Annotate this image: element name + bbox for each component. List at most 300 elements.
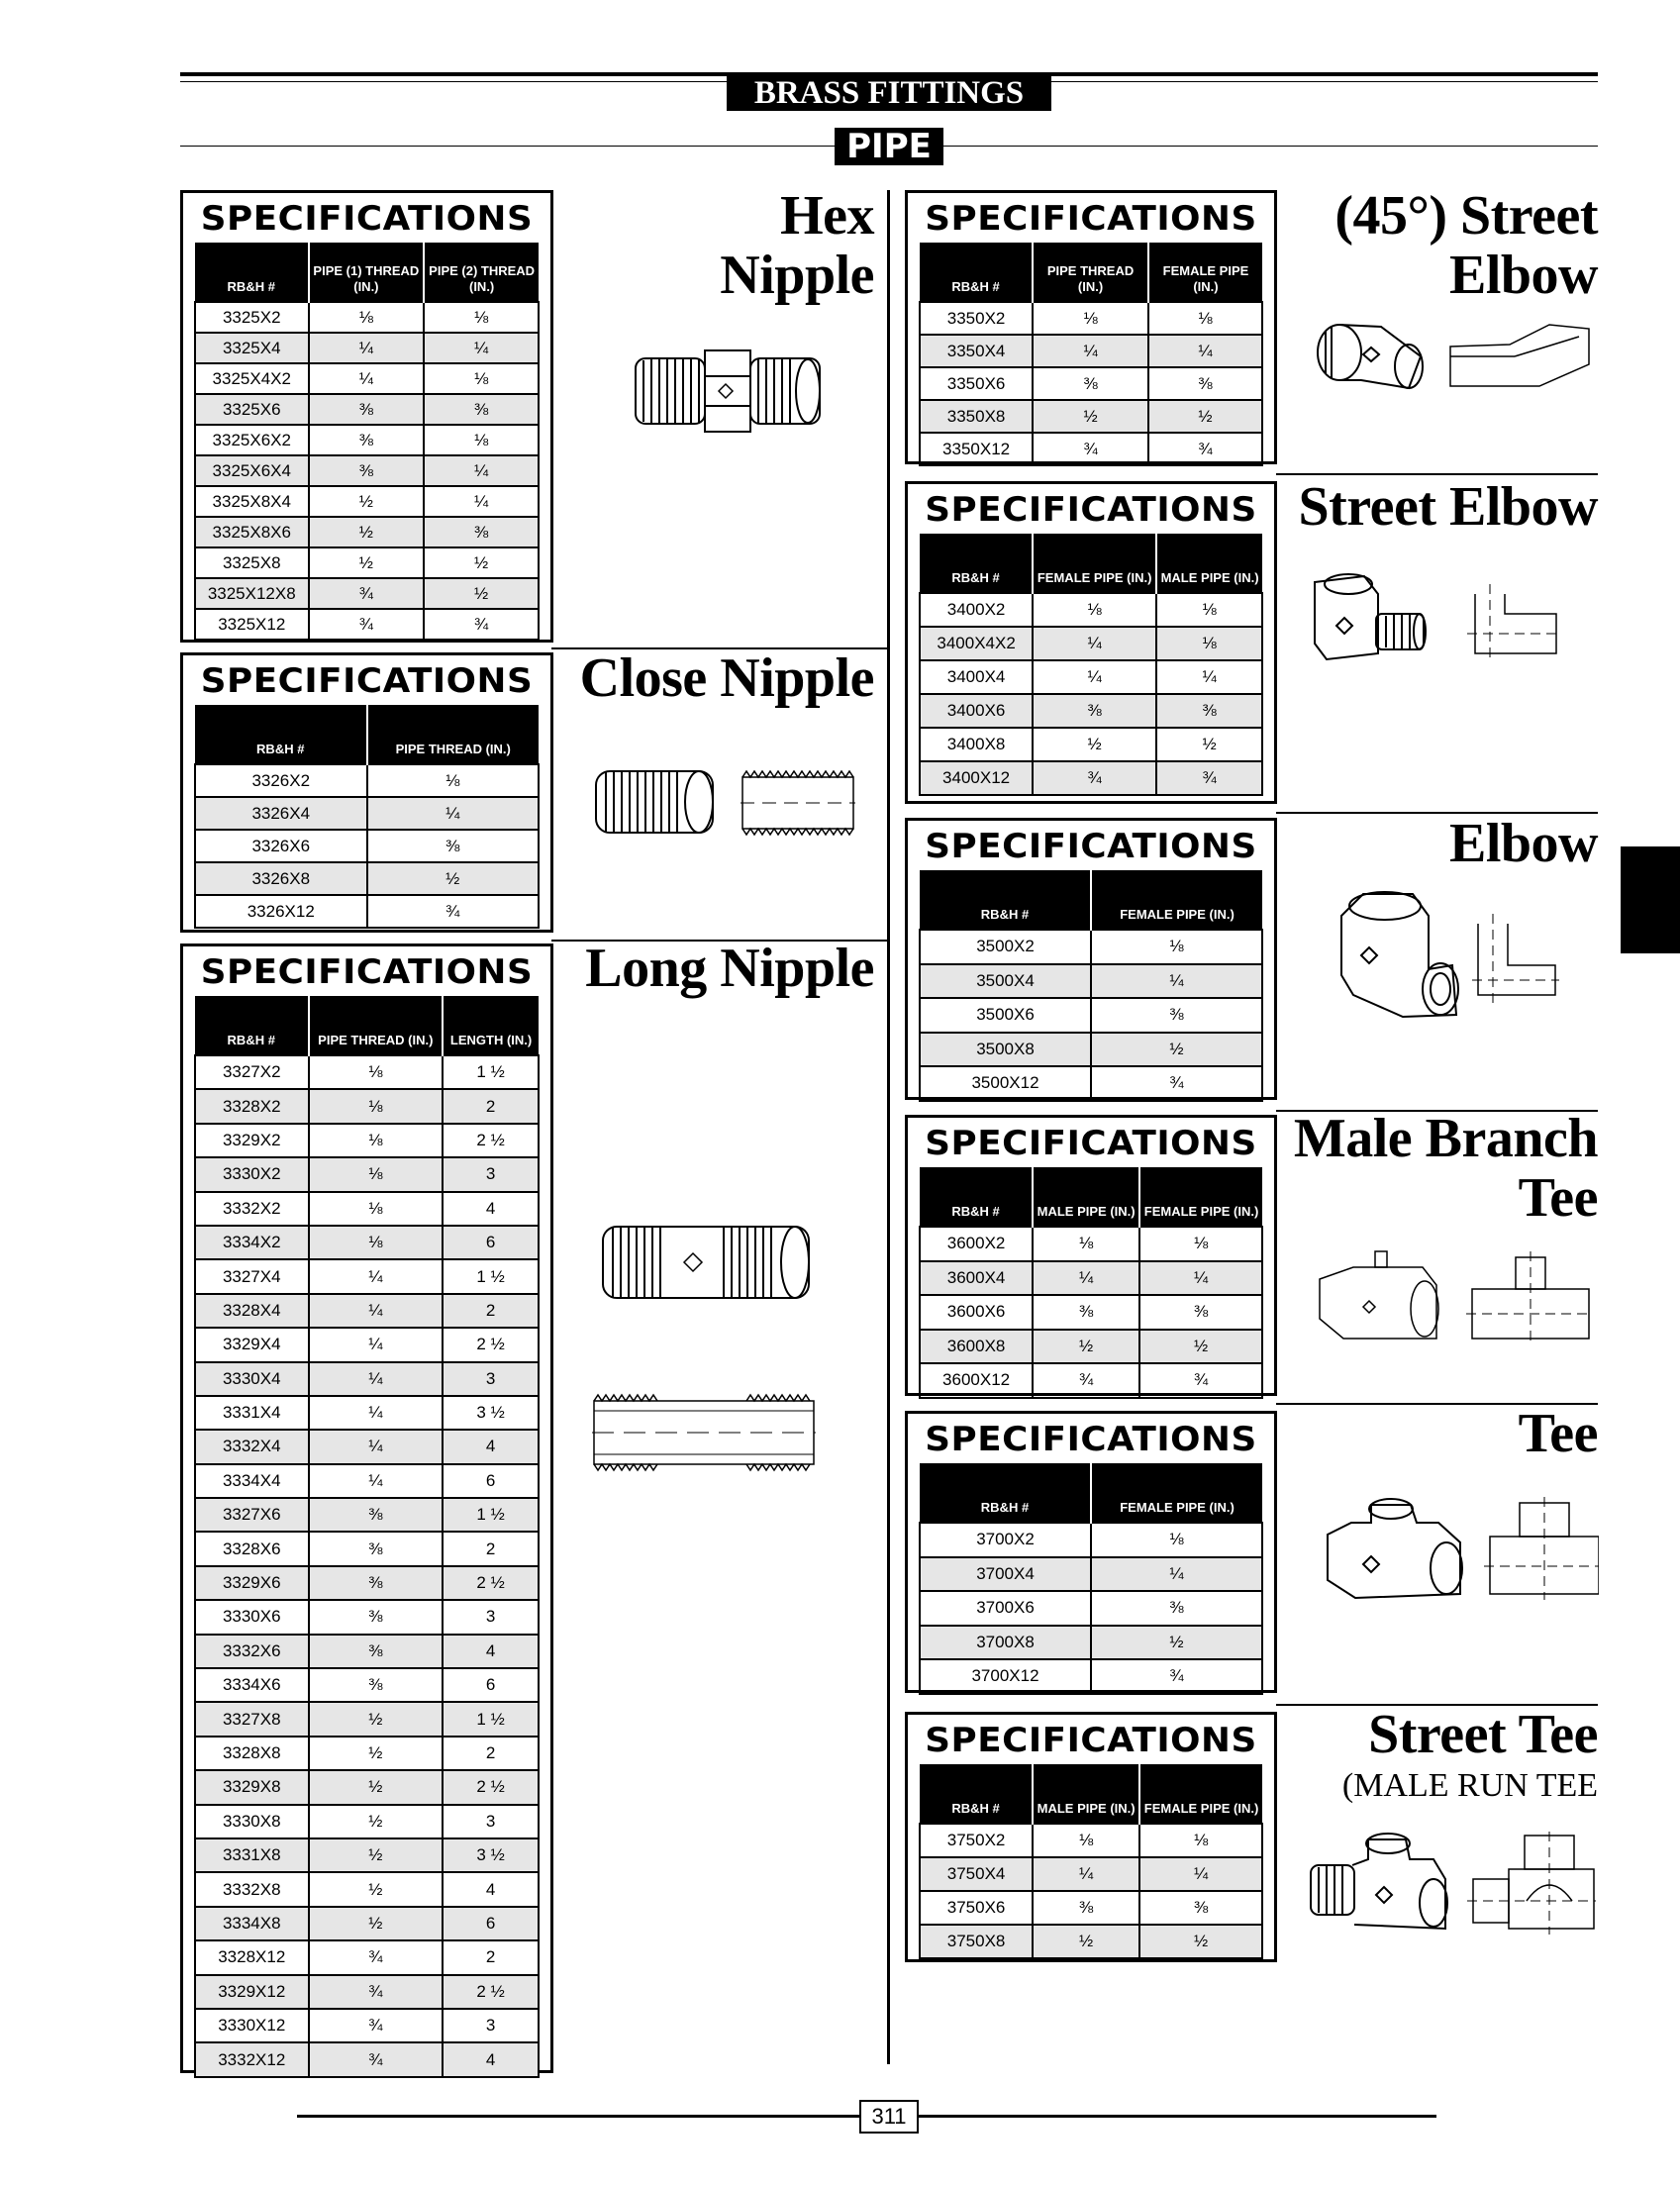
table-row (195, 830, 539, 862)
spec-grid (919, 534, 1263, 796)
spec-cell: ½ (309, 517, 425, 547)
spec-cell: 2 ½ (443, 1975, 539, 2009)
spec-cell: 2 (443, 1089, 539, 1123)
part-number-cell: 3326X8 (195, 862, 367, 895)
part-number-cell: 3325X2 (195, 302, 309, 333)
col-header: PIPE THREAD (IN.) (367, 705, 540, 764)
part-number-cell: 3500X8 (920, 1033, 1091, 1067)
title-line: Hex (780, 185, 874, 247)
part-number-cell: 3400X4 (920, 660, 1033, 694)
spec-cell: 3 (443, 1362, 539, 1396)
spec-cell: ½ (309, 486, 425, 517)
spec-cell: 1 ½ (443, 1259, 539, 1293)
table-row (195, 302, 539, 333)
spec-cell: 2 (443, 1737, 539, 1770)
product-title-tee: Tee (1518, 1403, 1598, 1464)
title-line: Nipple (720, 245, 874, 306)
part-number-cell: 3750X6 (920, 1891, 1033, 1925)
spec-cell: ½ (1139, 1330, 1262, 1364)
table-row (920, 761, 1262, 795)
part-number-cell: 3325X8X6 (195, 517, 309, 547)
part-number-cell: 3332X8 (195, 1872, 309, 1906)
table-row (195, 1838, 539, 1872)
col-header: MALE PIPE (IN.) (1033, 1167, 1139, 1227)
table-row (920, 1261, 1262, 1296)
section-tab-marker (1621, 846, 1680, 953)
table-row (195, 764, 539, 797)
table-row (920, 400, 1262, 433)
spec-cell: ¼ (1033, 1857, 1139, 1891)
spec-cell: ¾ (1033, 761, 1156, 795)
part-number-cell: 3500X6 (920, 998, 1091, 1033)
spec-cell: ½ (1033, 1925, 1139, 1958)
part-number-cell: 3600X12 (920, 1363, 1033, 1398)
table-row (920, 433, 1262, 465)
spec-cell: ⅛ (1139, 1227, 1262, 1261)
col-header: RB&H # (920, 1463, 1091, 1523)
spec-cell: ⅜ (309, 1498, 444, 1532)
part-number-cell: 3328X4 (195, 1294, 309, 1328)
part-number-cell: 3400X4X2 (920, 627, 1033, 660)
part-number-cell: 3328X2 (195, 1089, 309, 1123)
spec-cell: ½ (309, 1805, 444, 1838)
spec-cell: ½ (1091, 1033, 1262, 1067)
spec-cell: ½ (424, 547, 539, 578)
part-number-cell: 3500X4 (920, 964, 1091, 999)
part-number-cell: 3700X6 (920, 1591, 1091, 1626)
spec-cell: ¼ (309, 1328, 444, 1361)
spec-heading: SPECIFICATIONS (200, 661, 534, 701)
spec-cell: 6 (443, 1907, 539, 1940)
table-row (195, 1464, 539, 1498)
spec-cell: ½ (1033, 1330, 1139, 1364)
spec-cell: ⅛ (1033, 302, 1148, 335)
part-number-cell: 3350X8 (920, 400, 1033, 433)
part-number-cell: 3329X6 (195, 1566, 309, 1600)
table-row (195, 394, 539, 425)
part-number-cell: 3328X12 (195, 1940, 309, 1974)
table-row (195, 578, 539, 609)
product-title-45-street-elbow (1287, 186, 1598, 305)
spec-cell: ¼ (1091, 1557, 1262, 1592)
table-row (195, 1430, 539, 1463)
spec-cell: ⅜ (309, 455, 425, 486)
spec-grid (194, 243, 540, 641)
table-row (195, 895, 539, 928)
part-number-cell: 3600X8 (920, 1330, 1033, 1364)
table-row (920, 998, 1262, 1033)
part-number-cell: 3600X2 (920, 1227, 1033, 1261)
section-divider (1276, 473, 1598, 475)
col-header: FEMALE PIPE (IN.) (1139, 1167, 1262, 1227)
part-number-cell: 3326X12 (195, 895, 367, 928)
spec-grid (919, 1463, 1263, 1695)
table-row (195, 517, 539, 547)
part-number-cell: 3400X2 (920, 593, 1033, 627)
spec-grid (194, 705, 540, 929)
part-number-cell: 3330X6 (195, 1600, 309, 1634)
spec-cell: ½ (309, 1770, 444, 1804)
spec-cell: ¾ (309, 1940, 444, 1974)
table-row (195, 1907, 539, 1940)
spec-cell: ⅜ (1091, 1591, 1262, 1626)
spec-cell: ¼ (1156, 660, 1262, 694)
table-row (195, 1294, 539, 1328)
table-row (920, 1925, 1262, 1958)
spec-cell: ⅛ (1148, 302, 1262, 335)
part-number-cell: 3332X4 (195, 1430, 309, 1463)
spec-cell: ¼ (367, 797, 540, 830)
spec-cell: ¼ (424, 455, 539, 486)
part-number-cell: 3700X2 (920, 1523, 1091, 1557)
table-row (195, 1600, 539, 1634)
spec-cell: ⅜ (424, 517, 539, 547)
part-number-cell: 3325X6X4 (195, 455, 309, 486)
part-number-cell: 3350X6 (920, 367, 1033, 400)
spec-grid (919, 870, 1263, 1102)
table-row (920, 1330, 1262, 1364)
spec-cell: ⅜ (309, 1566, 444, 1600)
section-label-pipe: PIPE (835, 128, 943, 165)
table-row (920, 728, 1262, 761)
spec-cell: ¾ (1091, 1659, 1262, 1694)
spec-table-tee (905, 1411, 1277, 1693)
spec-heading: SPECIFICATIONS (200, 199, 534, 239)
spec-cell: 2 (443, 1294, 539, 1328)
elbow-illustration (1334, 886, 1571, 1020)
part-number-cell: 3327X2 (195, 1055, 309, 1089)
table-row (195, 363, 539, 394)
col-header: RB&H # (920, 870, 1091, 930)
spec-cell: ⅛ (424, 425, 539, 455)
table-row (920, 1891, 1262, 1925)
spec-cell: ¼ (1033, 335, 1148, 367)
spec-table-hex-nipple (180, 190, 553, 643)
part-number-cell: 3350X4 (920, 335, 1033, 367)
table-row (195, 1226, 539, 1259)
spec-cell: ⅜ (1139, 1295, 1262, 1330)
spec-cell: 2 ½ (443, 1328, 539, 1361)
spec-cell: 6 (443, 1464, 539, 1498)
table-row (195, 1089, 539, 1123)
table-row (195, 333, 539, 363)
spec-cell: ¾ (1139, 1363, 1262, 1398)
spec-cell: ¾ (1148, 433, 1262, 465)
part-number-cell: 3332X2 (195, 1192, 309, 1226)
col-header: FEMALE PIPE (IN.) (1033, 534, 1156, 593)
table-row (920, 1626, 1262, 1660)
table-row (920, 1033, 1262, 1067)
spec-cell: ¼ (309, 333, 425, 363)
table-row (920, 627, 1262, 660)
spec-cell: ⅛ (1033, 593, 1156, 627)
part-number-cell: 3327X4 (195, 1259, 309, 1293)
table-row (920, 1523, 1262, 1557)
spec-cell: ⅜ (1033, 1295, 1139, 1330)
male-branch-tee-illustration (1314, 1249, 1596, 1348)
spec-cell: 3 (443, 2009, 539, 2042)
table-row (195, 1157, 539, 1191)
spec-cell: ¼ (1091, 964, 1262, 999)
spec-cell: ¼ (1148, 335, 1262, 367)
spec-cell: ⅛ (424, 302, 539, 333)
spec-cell: ⅛ (1091, 1523, 1262, 1557)
spec-cell: 3 (443, 1157, 539, 1191)
table-row (195, 1192, 539, 1226)
table-row (920, 1659, 1262, 1694)
spec-cell: 6 (443, 1668, 539, 1702)
product-subtitle-street-tee: (MALE RUN TEE (1341, 1767, 1598, 1804)
part-number-cell: 3500X12 (920, 1066, 1091, 1101)
product-title-street-elbow: Street Elbow (1298, 476, 1598, 538)
spec-cell: ½ (367, 862, 540, 895)
spec-table-male-branch-tee (905, 1115, 1277, 1396)
part-number-cell: 3325X4X2 (195, 363, 309, 394)
part-number-cell: 3330X12 (195, 2009, 309, 2042)
spec-cell: ½ (309, 1872, 444, 1906)
title-line: Elbow (1449, 245, 1598, 306)
spec-cell: 1 ½ (443, 1702, 539, 1736)
spec-cell: ¾ (1033, 1363, 1139, 1398)
spec-cell: 1 ½ (443, 1055, 539, 1089)
col-header: RB&H # (920, 243, 1033, 302)
table-row (195, 609, 539, 640)
table-row (195, 1805, 539, 1838)
table-row (920, 1363, 1262, 1398)
product-title-long-nipple: Long Nipple (585, 938, 874, 999)
column-divider (887, 190, 890, 2064)
spec-cell: ⅛ (1156, 593, 1262, 627)
spec-cell: ⅜ (309, 1600, 444, 1634)
part-number-cell: 3331X8 (195, 1838, 309, 1872)
spec-cell: ¾ (1091, 1066, 1262, 1101)
part-number-cell: 3332X12 (195, 2042, 309, 2076)
spec-cell: 2 ½ (443, 1124, 539, 1157)
part-number-cell: 3350X12 (920, 433, 1033, 465)
spec-cell: ½ (1033, 728, 1156, 761)
spec-cell: ⅛ (1033, 1227, 1139, 1261)
part-number-cell: 3400X6 (920, 694, 1033, 728)
spec-cell: ⅛ (367, 764, 540, 797)
part-number-cell: 3700X12 (920, 1659, 1091, 1694)
table-row (195, 1498, 539, 1532)
spec-cell: 3 ½ (443, 1838, 539, 1872)
table-row (920, 1227, 1262, 1261)
part-number-cell: 3325X12X8 (195, 578, 309, 609)
spec-heading: SPECIFICATIONS (925, 827, 1257, 866)
part-number-cell: 3700X8 (920, 1626, 1091, 1660)
part-number-cell: 3329X12 (195, 1975, 309, 2009)
spec-cell: ¾ (1156, 761, 1262, 795)
close-nipple-illustration (592, 765, 859, 840)
part-number-cell: 3500X2 (920, 930, 1091, 964)
col-header: FEMALE PIPE (IN.) (1148, 243, 1262, 302)
spec-grid (919, 1167, 1263, 1399)
col-header: PIPE (2) THREAD (IN.) (424, 243, 539, 302)
tee-illustration (1322, 1495, 1599, 1604)
spec-cell: ⅛ (309, 1157, 444, 1191)
spec-cell: ⅛ (309, 1089, 444, 1123)
spec-cell: ⅛ (309, 1055, 444, 1089)
part-number-cell: 3600X6 (920, 1295, 1033, 1330)
spec-cell: ¾ (367, 895, 540, 928)
spec-cell: ⅜ (309, 1635, 444, 1668)
part-number-cell: 3326X4 (195, 797, 367, 830)
spec-cell: 4 (443, 2042, 539, 2076)
table-row (920, 335, 1262, 367)
table-row (920, 593, 1262, 627)
spec-cell: ⅛ (1156, 627, 1262, 660)
spec-cell: ¼ (309, 1396, 444, 1430)
spec-cell: ½ (309, 1702, 444, 1736)
spec-cell: ¼ (309, 1294, 444, 1328)
part-number-cell: 3334X4 (195, 1464, 309, 1498)
spec-cell: 4 (443, 1872, 539, 1906)
table-row (195, 547, 539, 578)
long-nipple-section-illustration (590, 1391, 818, 1474)
spec-heading: SPECIFICATIONS (925, 490, 1257, 530)
spec-cell: 2 (443, 1532, 539, 1565)
spec-table-45-street-elbow (905, 190, 1277, 464)
spec-table-street-elbow (905, 481, 1277, 804)
spec-cell: ½ (309, 1907, 444, 1940)
part-number-cell: 3332X6 (195, 1635, 309, 1668)
spec-table-street-tee (905, 1712, 1277, 1962)
table-row (195, 1532, 539, 1565)
spec-cell: ⅛ (309, 1124, 444, 1157)
part-number-cell: 3334X6 (195, 1668, 309, 1702)
spec-cell: ⅛ (1139, 1824, 1262, 1857)
spec-cell: ⅜ (1033, 694, 1156, 728)
table-row (195, 2042, 539, 2076)
col-header: PIPE THREAD (IN.) (309, 996, 444, 1055)
product-title-male-branch-tee (1287, 1109, 1598, 1228)
spec-cell: ½ (309, 547, 425, 578)
spec-cell: ⅛ (424, 363, 539, 394)
spec-cell: ⅜ (309, 1668, 444, 1702)
spec-table-long-nipple (180, 944, 553, 2073)
spec-cell: 2 ½ (443, 1566, 539, 1600)
spec-cell: ¾ (309, 609, 425, 640)
page-number: 311 (859, 2100, 919, 2134)
hex-nipple-illustration (632, 347, 825, 436)
spec-cell: ¼ (1033, 627, 1156, 660)
table-row (195, 862, 539, 895)
col-header: RB&H # (920, 534, 1033, 593)
spec-cell: ¼ (309, 1259, 444, 1293)
45-street-elbow-illustration (1312, 317, 1599, 396)
spec-cell: ⅜ (1148, 367, 1262, 400)
spec-cell: 4 (443, 1430, 539, 1463)
table-row (920, 1824, 1262, 1857)
table-row (195, 797, 539, 830)
table-row (195, 425, 539, 455)
spec-cell: ¼ (424, 486, 539, 517)
part-number-cell: 3325X12 (195, 609, 309, 640)
spec-grid (194, 996, 540, 2078)
part-number-cell: 3700X4 (920, 1557, 1091, 1592)
spec-cell: ¼ (1033, 660, 1156, 694)
spec-cell: ⅜ (424, 394, 539, 425)
title-line: Tee (1518, 1167, 1598, 1229)
spec-cell: ⅜ (1139, 1891, 1262, 1925)
table-row (195, 1770, 539, 1804)
spec-cell: ¼ (1139, 1857, 1262, 1891)
table-row (920, 930, 1262, 964)
spec-cell: ½ (1156, 728, 1262, 761)
spec-cell: ½ (309, 1838, 444, 1872)
spec-cell: ¾ (309, 1975, 444, 2009)
spec-cell: ⅛ (1033, 1824, 1139, 1857)
spec-cell: ¼ (309, 363, 425, 394)
product-title-elbow: Elbow (1449, 813, 1598, 874)
col-header: FEMALE PIPE (IN.) (1091, 1463, 1262, 1523)
table-row (920, 302, 1262, 335)
spec-cell: ¾ (309, 2009, 444, 2042)
spec-table-elbow (905, 818, 1277, 1100)
table-row (195, 1328, 539, 1361)
street-tee-illustration (1307, 1830, 1599, 1938)
part-number-cell: 3325X4 (195, 333, 309, 363)
part-number-cell: 3325X6 (195, 394, 309, 425)
part-number-cell: 3328X8 (195, 1737, 309, 1770)
part-number-cell: 3330X2 (195, 1157, 309, 1191)
spec-cell: ½ (309, 1737, 444, 1770)
part-number-cell: 3330X8 (195, 1805, 309, 1838)
table-row (195, 1396, 539, 1430)
col-header: PIPE (1) THREAD (IN.) (309, 243, 425, 302)
col-header: RB&H # (195, 996, 309, 1055)
part-number-cell: 3750X8 (920, 1925, 1033, 1958)
table-row (195, 1362, 539, 1396)
spec-cell: 2 ½ (443, 1770, 539, 1804)
table-row (195, 1702, 539, 1736)
table-row (195, 1635, 539, 1668)
col-header: MALE PIPE (IN.) (1156, 534, 1262, 593)
spec-cell: ⅜ (309, 394, 425, 425)
spec-grid (919, 243, 1263, 466)
spec-cell: 3 (443, 1805, 539, 1838)
table-row (920, 964, 1262, 999)
table-row (195, 1872, 539, 1906)
part-number-cell: 3325X6X2 (195, 425, 309, 455)
part-number-cell: 3331X4 (195, 1396, 309, 1430)
title-line: Male Branch (1293, 1108, 1598, 1169)
spec-cell: ⅛ (309, 1226, 444, 1259)
part-number-cell: 3325X8X4 (195, 486, 309, 517)
col-header: FEMALE PIPE (IN.) (1139, 1764, 1262, 1824)
spec-cell: ½ (1139, 1925, 1262, 1958)
spec-cell: ¾ (309, 578, 425, 609)
table-row (195, 2009, 539, 2042)
part-number-cell: 3330X4 (195, 1362, 309, 1396)
table-row (195, 1259, 539, 1293)
spec-cell: ⅛ (309, 302, 425, 333)
col-header: PIPE THREAD (IN.) (1033, 243, 1148, 302)
table-row (920, 1066, 1262, 1101)
spec-cell: ⅜ (1033, 1891, 1139, 1925)
spec-cell: 3 ½ (443, 1396, 539, 1430)
spec-cell: ¼ (424, 333, 539, 363)
spec-heading: SPECIFICATIONS (925, 1420, 1257, 1459)
title-line: (45°) Street (1334, 185, 1598, 247)
table-row (920, 1591, 1262, 1626)
spec-cell: ¼ (1033, 1261, 1139, 1296)
spec-cell: 1 ½ (443, 1498, 539, 1532)
spec-cell: ¾ (424, 609, 539, 640)
part-number-cell: 3327X8 (195, 1702, 309, 1736)
part-number-cell: 3750X4 (920, 1857, 1033, 1891)
